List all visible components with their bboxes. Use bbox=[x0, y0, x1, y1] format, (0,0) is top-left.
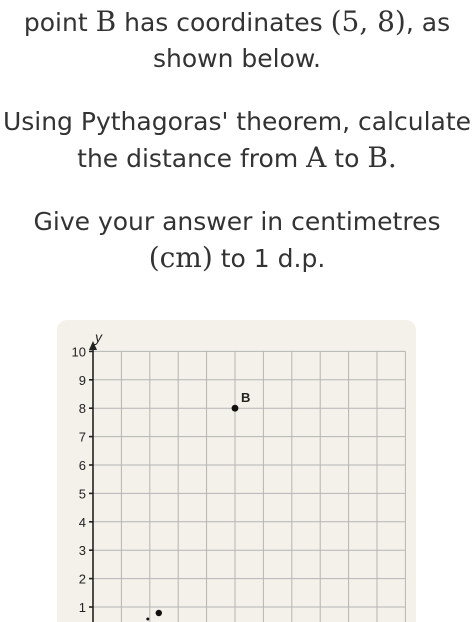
y-tick-label: 2 bbox=[78, 571, 86, 587]
question-line-6 bbox=[0, 242, 474, 275]
point-b-symbol: B bbox=[95, 5, 117, 38]
line1-suffix: , as bbox=[405, 8, 451, 37]
line1-prefix: point bbox=[23, 8, 96, 37]
unit-cm: (cm) bbox=[148, 241, 213, 274]
question-line-4 bbox=[0, 142, 474, 175]
line6-suffix: to 1 d.p. bbox=[212, 244, 326, 273]
y-tick-label: 5 bbox=[78, 486, 86, 502]
line1-mid: has coordinates bbox=[116, 8, 331, 37]
question-line-2: shown below. bbox=[153, 44, 321, 73]
partial-point-dot bbox=[156, 610, 162, 616]
y-tick-label: 9 bbox=[78, 372, 86, 388]
y-tick-label: 6 bbox=[78, 458, 86, 473]
question-line-5: Give your answer in centimetres bbox=[33, 207, 441, 236]
y-tick-label: 8 bbox=[78, 401, 86, 417]
line4-prefix: the distance from bbox=[77, 144, 307, 173]
point-b-coordinates: (5, 8) bbox=[330, 5, 406, 38]
line4-mid: to bbox=[326, 144, 368, 173]
point-b-dot bbox=[232, 405, 239, 412]
y-tick-label: 1 bbox=[78, 600, 86, 615]
partial-point-mark bbox=[146, 618, 149, 621]
y-tick-label: 7 bbox=[78, 429, 86, 445]
y-tick-label: 3 bbox=[78, 543, 86, 559]
y-axis-label: y bbox=[95, 329, 102, 345]
y-tick-label: 10 bbox=[71, 344, 86, 360]
y-tick-labels bbox=[72, 344, 93, 615]
coordinate-grid-card bbox=[57, 320, 416, 622]
coordinate-grid bbox=[57, 320, 416, 622]
y-tick-label: 4 bbox=[78, 514, 86, 530]
question-line-1 bbox=[0, 6, 474, 39]
point-b-symbol-2: B. bbox=[367, 141, 397, 174]
point-b-label: B bbox=[241, 390, 251, 406]
question-line-3: Using Pythagoras' theorem, calculate bbox=[2, 107, 472, 136]
point-a-symbol: A bbox=[306, 141, 327, 174]
